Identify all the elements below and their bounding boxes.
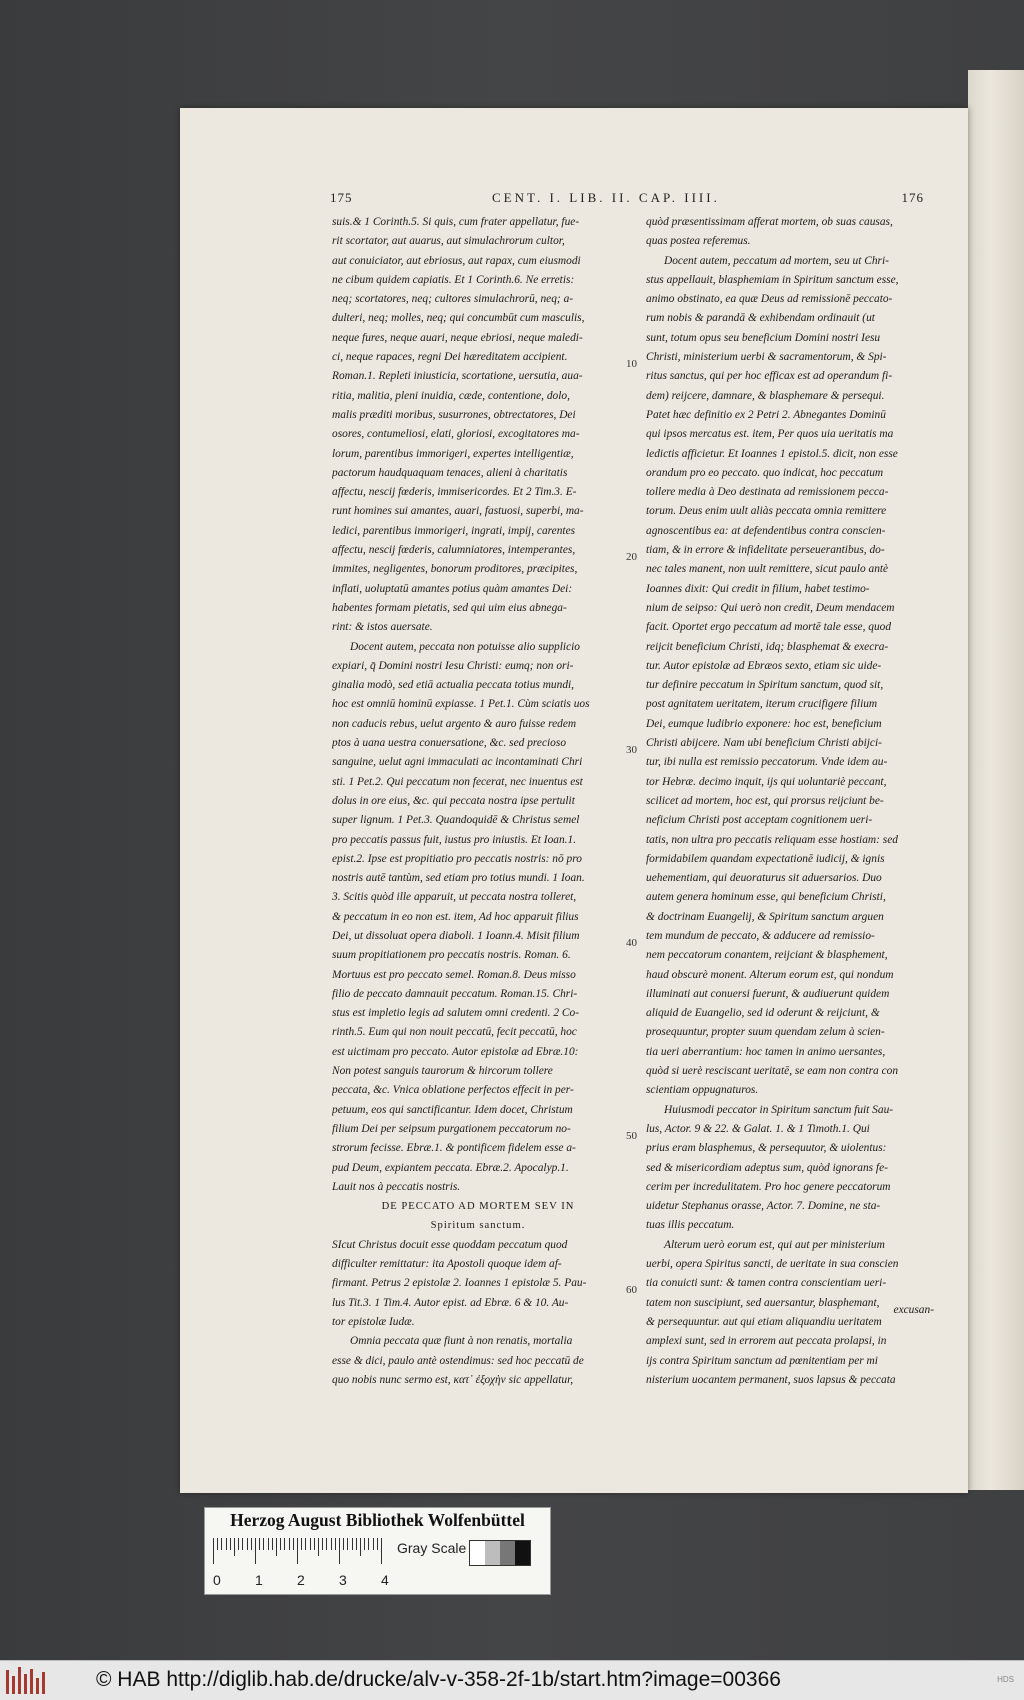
text-line: cerim per incredulitatem. Pro hoc genere peccatorum — [646, 1180, 891, 1193]
text-line: prius eram blasphemus, & persequutor, & uiolentus: — [646, 1142, 887, 1155]
text-line: habentes formam pietatis, sed qui uim eius abnega- — [332, 601, 567, 614]
text-line: scilicet ad mortem, hoc est, qui prorsus reijciunt be- — [646, 794, 884, 807]
ruler-tick — [255, 1538, 256, 1564]
running-head — [180, 190, 968, 210]
ruler-tick — [360, 1538, 361, 1556]
ruler-tick — [314, 1538, 315, 1550]
ruler-tick — [318, 1538, 319, 1556]
gray-scale-bar — [469, 1540, 531, 1566]
text-line: affectu, nescij fœderis, calumniatores, intemperantes, — [332, 544, 576, 557]
text-line: reijcit beneficium Christi, idq; blasphemat & execra- — [646, 640, 889, 653]
text-line: sanguine, uelut agni immaculati ac incontaminati Chri — [332, 756, 583, 769]
ruler-tick — [310, 1538, 311, 1550]
ruler — [213, 1538, 393, 1564]
text-line: neficium Christi post acceptam cognitionem ueri- — [646, 814, 873, 827]
left-column — [332, 213, 624, 1390]
ruler-tick — [276, 1538, 277, 1556]
text-line: prosequuntur, propter suum quendam zelum à scien- — [646, 1026, 885, 1039]
text-line: ginalia modò, sed etiā actualia peccata totius mundi, — [332, 679, 575, 692]
text-line: aliquid de Euangelio, sed id oderunt & reijciunt, & — [646, 1007, 880, 1020]
gray-scale-label: Gray Scale — [397, 1540, 467, 1556]
color-target-card — [204, 1507, 551, 1595]
text-line: quòd si uerè resciscant ueritatē, se eam non contra con — [646, 1065, 899, 1078]
ruler-tick — [289, 1538, 290, 1550]
text-line: tur, ibi nulla est remissio peccatorum. Vnde idem au- — [646, 756, 888, 769]
text-line: post agnitatem ueritatem, iterum crucifigere filium — [646, 698, 878, 711]
ruler-tick — [230, 1538, 231, 1550]
ruler-number: 0 — [213, 1572, 221, 1588]
ruler-tick — [339, 1538, 340, 1564]
ruler-tick — [263, 1538, 264, 1550]
text-line: rint: & istos auersate. — [332, 621, 433, 634]
footer-bar — [0, 1660, 1024, 1700]
text-line: sti. 1 Pet.2. Qui peccatum non fecerat, nec inuentus est — [332, 775, 583, 788]
text-line: Ioannes dixit: Qui credit in filium, habet testimo- — [646, 582, 870, 595]
text-line: amplexi sunt, sed in errorem aut peccata prolapsi, in — [646, 1335, 887, 1348]
text-line: ledici, parentibus immorigeri, ingrati, impij, carentes — [332, 524, 576, 537]
ruler-tick — [297, 1538, 298, 1564]
text-line: peccata, &c. Vnica oblatione perfectos effecit in per- — [332, 1084, 574, 1097]
line-number: 20 — [626, 551, 637, 563]
text-line: inflati, uoluptatū amantes potius quàm amantes Dei: — [332, 582, 573, 595]
text-line: affectu, nescij fœderis, immisericordes. Et 2 Tim.3. E- — [332, 486, 577, 499]
text-line: tollere media à Deo destinata ad remissionem pecca- — [646, 486, 889, 499]
text-line: dulteri, neq; molles, neq; qui concumbūt cum masculis, — [332, 312, 585, 325]
text-line: & persequuntur. aut qui etiam aliquandiu ueritatem — [646, 1315, 882, 1328]
text-line: Alterum uerò eorum est, qui aut per ministerium — [664, 1238, 885, 1251]
footer-small-text: HDS — [997, 1675, 1014, 1684]
ruler-tick — [242, 1538, 243, 1550]
ruler-tick — [284, 1538, 285, 1550]
text-line: pactorum haudquaquam tenaces, alieni à charitatis — [332, 466, 568, 479]
ruler-tick — [217, 1538, 218, 1550]
ruler-tick — [343, 1538, 344, 1550]
text-line: haud obscurè monent. Alterum eorum est, qui nondum — [646, 968, 894, 981]
right-column — [646, 213, 936, 1390]
facing-page-edge — [968, 70, 1024, 1490]
text-line: illuminati aut conuersi fuerunt, & audiuerunt quidem — [646, 987, 890, 1000]
text-line: Docent autem, peccatum ad mortem, seu ut Chri- — [664, 254, 889, 267]
text-line: non caducis rebus, uelut argento & auro fuisse redem — [332, 717, 577, 730]
text-line: quas postea referemus. — [646, 235, 751, 248]
hab-logo-icon — [6, 1667, 46, 1694]
text-line: osores, contumeliosi, elati, gloriosi, excogitatores ma- — [332, 428, 580, 441]
text-line: tem mundum de peccato, & adducere ad remissio- — [646, 929, 875, 942]
text-line: tia conuicti sunt: & tamen contra conscientiam ueri- — [646, 1277, 887, 1290]
ruler-tick — [364, 1538, 365, 1550]
text-line: hoc est omniū hominū expiasse. 1 Pet.1. Cùm sciatis uos — [332, 698, 590, 711]
text-line: Non potest sanguis taurorum & hircorum tollere — [332, 1065, 553, 1078]
ruler-number: 2 — [297, 1572, 305, 1588]
text-line: sunt, totum opus seu beneficium Domini nostri Iesu — [646, 331, 881, 344]
text-line: quòd præsentissimam afferat mortem, ob suas causas, — [646, 216, 893, 228]
text-line: tor Hebræ. decimo inquit, ijs qui uoluntariè peccant, — [646, 775, 887, 788]
text-line: tiam, & in errore & infidelitate perseuerantibus, do- — [646, 544, 885, 557]
text-line: rinth.5. Eum qui non nouit peccatū, fecit peccatū, hoc — [332, 1026, 577, 1039]
text-line: Spiritum sanctum. — [430, 1220, 526, 1232]
ruler-number: 4 — [381, 1572, 389, 1588]
text-line: Huiusmodi peccator in Spiritum sanctum fuit Sau- — [664, 1103, 894, 1116]
text-line: DE PECCATO AD MORTEM SEV IN — [381, 1201, 575, 1213]
text-line: torum. Deus enim uult aliàs peccata omnia remittere — [646, 505, 887, 518]
ruler-tick — [377, 1538, 378, 1550]
text-line: agnoscentibus ea: at defendentibus contra conscien- — [646, 524, 886, 537]
ruler-tick — [213, 1538, 214, 1564]
text-line: autem genera hominum esse, qui beneficium Christi, — [646, 891, 886, 904]
text-line: malis præditi moribus, susurrones, obtrectatores, Dei — [332, 408, 576, 421]
text-line: pud Deum, expiantem peccata. Ebræ.2. Apocalyp.1. — [332, 1161, 569, 1174]
text-line: stus appellauit, blasphemiam in Spiritum sanctum esse, — [646, 273, 899, 286]
text-line: Dei, eumque ludibrio exponere: hoc est, beneficium — [646, 717, 882, 730]
text-line: firmant. Petrus 2 epistolæ 2. Ioannes 1 epistolæ 5. Pau- — [332, 1277, 587, 1290]
text-line: lus Tit.3. 1 Tim.4. Autor epist. ad Ebræ. 6 & 10. Au- — [332, 1296, 569, 1309]
page-number-right: 176 — [901, 190, 924, 205]
ruler-tick — [368, 1538, 369, 1550]
text-line: ritus sanctus, qui per hoc efficax est ad operandum fi- — [646, 370, 893, 383]
text-line: uehementiam, qui deuoraturus sit aduersarios. Duo — [646, 872, 882, 885]
ruler-tick — [226, 1538, 227, 1550]
line-number: 50 — [626, 1130, 637, 1142]
ruler-tick — [301, 1538, 302, 1550]
text-line: suum propitiationem pro peccatis nostris. Roman. 6. — [332, 949, 571, 962]
text-line: Dei, ut dissoluat opera diaboli. 1 Ioann.4. Misit filium — [332, 929, 580, 942]
ruler-tick — [356, 1538, 357, 1550]
text-line: expiari, q̄ Domini nostri Iesu Christi: eumq; non ori- — [332, 659, 574, 672]
text-line: orandum pro eo peccato. quo indicat, hoc peccatum — [646, 466, 884, 479]
text-line: aut conuiciator, aut ebriosus, aut rapax, cum eiusmodi — [332, 254, 581, 267]
text-line: dem) reijcere, damnare, & blasphemare & persequi. — [646, 389, 885, 402]
ruler-tick — [331, 1538, 332, 1550]
text-line: nium de seipso: Qui uerò non credit, Deum mendacem — [646, 601, 895, 614]
ruler-tick — [251, 1538, 252, 1550]
text-line: ijs contra Spiritum sanctum ad pœnitentiam per mi — [646, 1354, 878, 1367]
ruler-tick — [373, 1538, 374, 1550]
text-line: Christi abijcere. Nam ubi beneficium Christi abijci- — [646, 737, 882, 750]
text-line: filium Dei per seipsum purgationem peccatorum no- — [332, 1122, 571, 1135]
line-number: 30 — [626, 744, 637, 756]
text-line: super lignum. 1 Pet.3. Quandoquidē & Christus semel — [332, 814, 580, 827]
text-line: tur. Autor epistolæ ad Ebræos sexto, etiam sic uide- — [646, 659, 882, 672]
ruler-tick — [234, 1538, 235, 1556]
ruler-tick — [381, 1538, 382, 1564]
running-head-title: CENT. I. LIB. II. CAP. IIII. — [492, 190, 720, 205]
text-line: uerbi, opera Spiritus sancti, de ueritate in sua conscien — [646, 1258, 899, 1271]
text-line: tia ueri aberrantium: hoc tamen in animo uersantes, — [646, 1045, 886, 1058]
text-line: uidetur Stephanus orasse, Actor. 7. Domine, ne sta- — [646, 1200, 881, 1213]
text-line: Mortuus est pro peccato semel. Roman.8. Deus misso — [332, 968, 576, 981]
text-line: nisterium uocantem permanent, suos lapsus & peccata — [646, 1373, 896, 1386]
text-line: filio de peccato damnauit peccatum. Roman.15. Chri- — [332, 987, 578, 1000]
catchword: excusan- — [893, 1304, 934, 1316]
text-line: ledictis afficietur. Et Ioannes 1 epistol.5. dicit, non esse — [646, 447, 898, 460]
ruler-tick — [335, 1538, 336, 1550]
text-line: formidabilem quandam expectationē iudicij, & ignis — [646, 852, 885, 865]
ruler-tick — [347, 1538, 348, 1550]
text-line: animo obstinato, ea quæ Deus ad remissionē peccato- — [646, 293, 893, 306]
library-name: Herzog August Bibliothek Wolfenbüttel — [230, 1510, 525, 1530]
text-line: difficulter remittatur: ita Apostoli quoque idem af- — [332, 1258, 562, 1271]
text-line: dolus in ore eius, &c. qui peccata nostra ipse pertulit — [332, 794, 575, 807]
text-line: rit scortator, aut auarus, aut simulachrorum cultor, — [332, 235, 565, 248]
text-line: tatem non suscipiunt, sed auersantur, blasphemant, — [646, 1296, 880, 1309]
text-line: SIcut Christus docuit esse quoddam peccatum quod — [332, 1238, 568, 1251]
text-line: sed & misericordiam adeptus sum, quòd ignorans fe- — [646, 1161, 888, 1174]
ruler-tick — [322, 1538, 323, 1550]
ruler-tick — [326, 1538, 327, 1550]
text-line: scientiam oppugnaturos. — [646, 1084, 759, 1097]
ruler-tick — [280, 1538, 281, 1550]
text-line: tuas illis peccatum. — [646, 1219, 735, 1232]
text-line: Docent autem, peccata non potuisse alio supplicio — [350, 640, 580, 653]
text-line: nec tales manent, non uult remittere, sicut paulo antè — [646, 563, 889, 576]
ruler-tick — [259, 1538, 260, 1550]
text-line: stus est impletio legis ad salutem omni credenti. 2 Co- — [332, 1007, 579, 1020]
text-line: petuum, eos qui sanctificantur. Idem docet, Christum — [332, 1103, 573, 1116]
text-line: lus, Actor. 9 & 22. & Galat. 1. & 1 Timoth.1. Qui — [646, 1122, 870, 1135]
ruler-tick — [238, 1538, 239, 1550]
text-line: Christi, ministerium uerbi & sacramentorum, & Spi- — [646, 351, 887, 364]
text-line: ci, neque rapaces, regni Dei hæreditatem accipient. — [332, 351, 568, 364]
ruler-number: 3 — [339, 1572, 347, 1588]
text-line: strorum fecisse. Ebræ.1. & pontificem fidelem esse a- — [332, 1142, 576, 1155]
book-page — [180, 108, 968, 1493]
text-line: 3. Scitis quòd ille apparuit, ut peccata nostra tolleret, — [332, 891, 577, 904]
ruler-tick — [305, 1538, 306, 1550]
ruler-tick — [247, 1538, 248, 1550]
text-line: pro peccatis passus fuit, iustus pro iniustis. Et Ioan.1. — [332, 833, 577, 846]
text-line: facit. Oportet ergo peccatum ad mortē tale esse, quod — [646, 621, 892, 634]
text-line: immites, negligentes, bonorum proditores, præcipites, — [332, 563, 578, 576]
permalink-url[interactable]: © HAB http://diglib.hab.de/drucke/alv-v-358-2f-1b/start.htm?image=00366 — [96, 1668, 781, 1691]
line-number: 10 — [626, 358, 637, 370]
text-line: nostris autē tantùm, sed etiam pro totius mundi. 1 Ioan. — [332, 872, 585, 885]
ruler-tick — [221, 1538, 222, 1550]
line-number: 60 — [626, 1284, 637, 1296]
text-line: nem peccatorum conantem, reijciant & blasphement, — [646, 949, 888, 962]
text-line: suis.& 1 Corinth.5. Si quis, cum frater appellatur, fue- — [332, 216, 580, 228]
text-line: lorum, parentibus immorigeri, expertes intelligentiæ, — [332, 447, 574, 460]
ruler-tick — [352, 1538, 353, 1550]
ruler-tick — [268, 1538, 269, 1550]
ruler-tick — [272, 1538, 273, 1550]
line-number: 40 — [626, 937, 637, 949]
text-line: Patet hæc definitio ex 2 Petri 2. Abnegantes Dominū — [646, 408, 886, 421]
text-line: esse & dici, paulo antè ostendimus: sed hoc peccatū de — [332, 1354, 584, 1367]
text-line: epist.2. Ipse est propitiatio pro peccatis nostris: nō pro — [332, 852, 582, 865]
text-line: quo nobis nunc sermo est, κατ᾽ ἐξοχὴν sic appellatur, — [332, 1373, 574, 1386]
text-line: rum nobis & parandā & exhibendam ordinauit (ut — [646, 312, 875, 325]
text-line: & doctrinam Euangelij, & Spiritum sanctum arguen — [646, 910, 884, 923]
text-line: tatis, non ultra pro peccatis reliquam esse hostiam: sed — [646, 833, 898, 846]
text-line: runt homines sui amantes, auari, fastuosi, superbi, ma- — [332, 505, 584, 518]
text-line: ritia, malitia, pleni inuidia, cæde, contentione, dolo, — [332, 389, 570, 402]
text-line: ne cibum quidem capiatis. Et 1 Corinth.6. Ne erretis: — [332, 273, 575, 286]
text-line: Roman.1. Repleti iniusticia, scortatione, uersutia, aua- — [332, 370, 583, 383]
ruler-tick — [293, 1538, 294, 1550]
text-line: Lauit nos à peccatis nostris. — [332, 1180, 461, 1193]
text-line: tor epistolæ Iudæ. — [332, 1315, 415, 1328]
text-line: Omnia peccata quæ fiunt à non renatis, mortalia — [350, 1335, 573, 1348]
text-line: & peccatum in eo non est. item, Ad hoc apparuit filius — [332, 910, 579, 923]
text-line: tur definire peccatum in Spiritum sanctum, quod sit, — [646, 679, 884, 692]
text-line: est uictimam pro peccato. Autor epistolæ ad Ebræ.10: — [332, 1045, 579, 1058]
ruler-number: 1 — [255, 1572, 263, 1588]
text-line: qui ipsos mercatus est. item, Per quos uia ueritatis ma — [646, 428, 894, 441]
page-number-left: 175 — [330, 190, 353, 205]
text-line: neque fures, neque auari, neque ebriosi, neque maledi- — [332, 331, 583, 344]
text-line: ptos à uana uestra conuersatione, &c. sed precioso — [332, 737, 567, 750]
text-line: neq; scortatores, neq; cultores simulachrorū, neq; a- — [332, 293, 574, 306]
